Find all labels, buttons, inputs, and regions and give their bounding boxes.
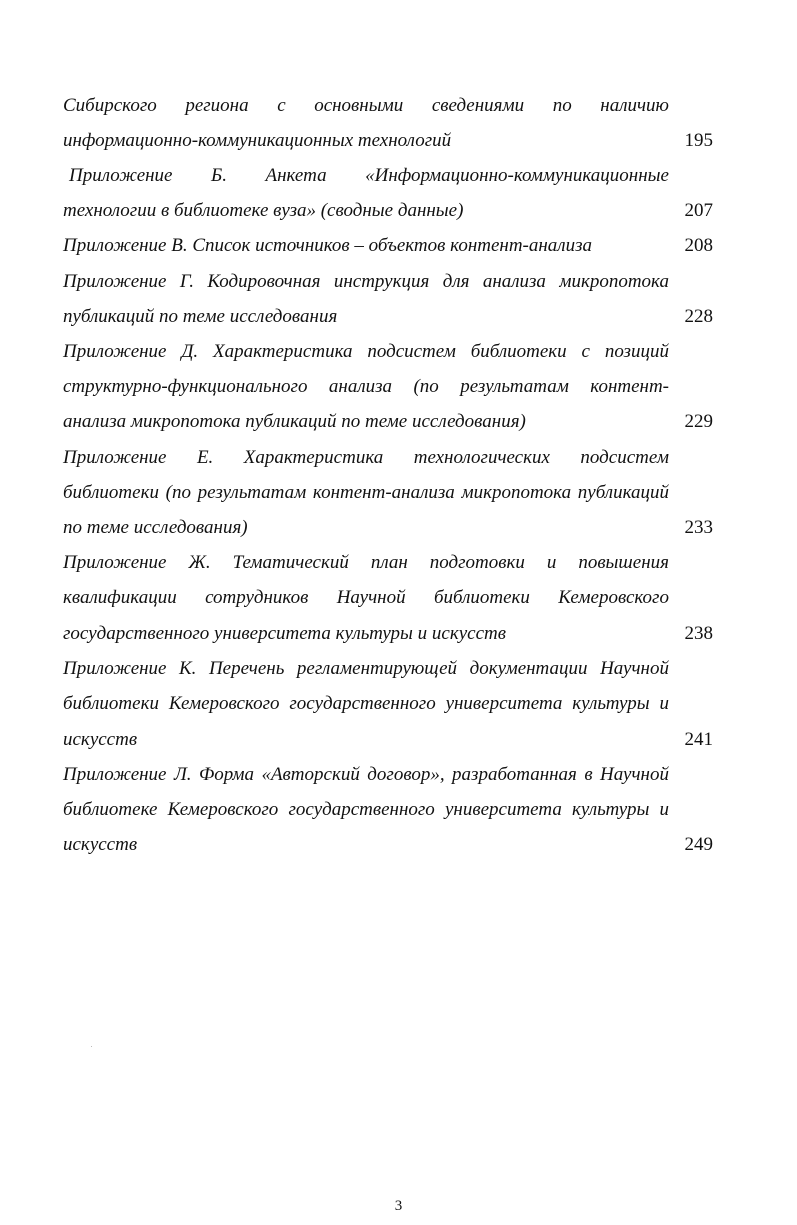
toc-word: основными — [314, 95, 404, 116]
toc-word: К. — [179, 658, 197, 679]
toc-word: и — [546, 552, 557, 573]
toc-word: Характеристика — [243, 447, 384, 468]
toc-entry-line — [63, 447, 669, 469]
toc-word: анализа — [328, 376, 393, 397]
toc-word: разработанная — [452, 764, 577, 785]
toc-entry-line — [63, 376, 669, 398]
toc-page-number: 233 — [684, 517, 713, 538]
toc-word: культуры — [572, 799, 650, 820]
toc-word: подсистем — [580, 447, 669, 468]
toc-word: библиотеки — [433, 587, 530, 608]
toc-entry-line — [69, 165, 669, 187]
toc-word: повышения — [578, 552, 669, 573]
toc-word: Кемеровского — [167, 799, 279, 820]
toc-line-text: искусств — [63, 729, 138, 750]
toc-entry-line — [63, 200, 669, 222]
toc-entry-line — [63, 764, 669, 786]
toc-word: Приложение — [63, 271, 167, 292]
toc-word: Ж. — [188, 552, 211, 573]
toc-line-text: государственного университета культуры и искусств — [63, 623, 507, 644]
toc-word: результатам — [460, 376, 569, 397]
toc-word: Г. — [179, 271, 194, 292]
scan-speck — [91, 1046, 92, 1047]
toc-entry-line — [63, 729, 669, 751]
toc-word: сотрудников — [205, 587, 309, 608]
toc-word: публикаций — [577, 482, 669, 503]
toc-word: документации — [469, 658, 588, 679]
toc-word: Приложение — [69, 165, 173, 186]
toc-word: Приложение — [63, 341, 167, 362]
toc-word: результатам — [197, 482, 307, 503]
toc-word: Тематический — [232, 552, 349, 573]
toc-word: Перечень — [208, 658, 285, 679]
toc-word: библиотеке — [63, 799, 158, 820]
toc-word: «Информационно-коммуникационные — [365, 165, 669, 186]
toc-page-number: 229 — [684, 411, 713, 432]
toc-word: библиотеки — [63, 482, 159, 503]
toc-word: подготовки — [429, 552, 525, 573]
toc-word: и — [659, 693, 669, 714]
toc-word: контент- — [590, 376, 669, 397]
toc-line-text: анализа микропотока публикаций по теме исследования) — [63, 411, 526, 432]
toc-page-number: 195 — [684, 130, 713, 151]
toc-word: наличию — [600, 95, 669, 116]
toc-line-text: информационно-коммуникационных технологий — [63, 130, 452, 151]
toc-word: Кемеровского — [168, 693, 280, 714]
toc-word: план — [370, 552, 408, 573]
toc-word: культуры — [572, 693, 650, 714]
toc-word: сведениями — [431, 95, 525, 116]
toc-word: Кодировочная — [207, 271, 321, 292]
toc-line-text: искусств — [63, 834, 138, 855]
toc-word: Научной — [600, 658, 669, 679]
toc-page-number: 241 — [684, 729, 713, 750]
toc-line-text: технологии в библиотеке вуза» (сводные данные) — [63, 200, 464, 221]
toc-word: микропотока — [559, 271, 669, 292]
toc-word: квалификации — [63, 587, 177, 608]
toc-word: Кемеровского — [558, 587, 669, 608]
toc-word: библиотеки — [63, 693, 159, 714]
toc-word: инструкция — [333, 271, 430, 292]
toc-word: (по — [165, 482, 191, 503]
toc-entry-line — [63, 411, 669, 433]
toc-line-text: по теме исследования) — [63, 517, 248, 538]
toc-word: (по — [413, 376, 439, 397]
toc-word: для — [442, 271, 470, 292]
toc-word: Научной — [600, 764, 669, 785]
toc-word: контент-анализа — [312, 482, 455, 503]
toc-entry-line — [63, 95, 669, 117]
toc-word: договор», — [367, 764, 445, 785]
toc-entry-line — [63, 341, 669, 363]
toc-word: и — [659, 799, 669, 820]
toc-word: «Авторский — [261, 764, 360, 785]
toc-word: структурно-функционального — [63, 376, 308, 397]
page-number-footer: 3 — [394, 1198, 403, 1214]
toc-word: по — [552, 95, 572, 116]
toc-page-number: 207 — [684, 200, 713, 221]
toc-word: Форма — [199, 764, 254, 785]
toc-word: Сибирского — [63, 95, 157, 116]
toc-entry-line — [63, 271, 669, 293]
toc-word: с — [581, 341, 590, 362]
toc-entry-line — [63, 587, 669, 609]
toc-word: Приложение — [63, 764, 167, 785]
toc-line-text: Приложение В. Список источников – объектов контент-анализа — [63, 235, 592, 256]
toc-word: университета — [445, 693, 563, 714]
toc-page-number: 249 — [684, 834, 713, 855]
toc-entry-line — [63, 306, 669, 328]
toc-word: позиций — [604, 341, 669, 362]
toc-word: Б. — [211, 165, 227, 186]
toc-entry-line — [63, 235, 669, 257]
toc-word: Приложение — [63, 447, 167, 468]
toc-word: Приложение — [63, 552, 167, 573]
toc-entry-line — [63, 658, 669, 680]
toc-entry-line — [63, 799, 669, 821]
toc-page-number: 208 — [684, 235, 713, 256]
toc-word: Научной — [336, 587, 406, 608]
toc-word: Д. — [181, 341, 199, 362]
toc-word: микропотока — [461, 482, 572, 503]
toc-word: региона — [185, 95, 249, 116]
toc-word: государственного — [289, 693, 436, 714]
toc-line-text: публикаций по теме исследования — [63, 306, 338, 327]
toc-word: Анкета — [265, 165, 327, 186]
toc-entry-line — [63, 623, 669, 645]
toc-word: государственного — [288, 799, 435, 820]
toc-page-number: 228 — [684, 306, 713, 327]
toc-word: Е. — [196, 447, 214, 468]
toc-word: библиотеки — [470, 341, 567, 362]
toc-entry-line — [63, 482, 669, 504]
toc-entry-line — [63, 517, 669, 539]
toc-entry-line — [63, 552, 669, 574]
toc-entry-line — [63, 693, 669, 715]
toc-entry-line — [63, 834, 669, 856]
toc-word: подсистем — [367, 341, 456, 362]
toc-word: университета — [444, 799, 562, 820]
toc-entry-line — [63, 130, 669, 152]
toc-word: с — [277, 95, 286, 116]
toc-word: регламентирующей — [296, 658, 458, 679]
toc-word: Характеристика — [213, 341, 353, 362]
toc-word: в — [584, 764, 593, 785]
toc-page-number: 238 — [684, 623, 713, 644]
toc-word: Л. — [173, 764, 192, 785]
toc-word: технологических — [413, 447, 550, 468]
toc-word: анализа — [482, 271, 546, 292]
toc-word: Приложение — [63, 658, 167, 679]
